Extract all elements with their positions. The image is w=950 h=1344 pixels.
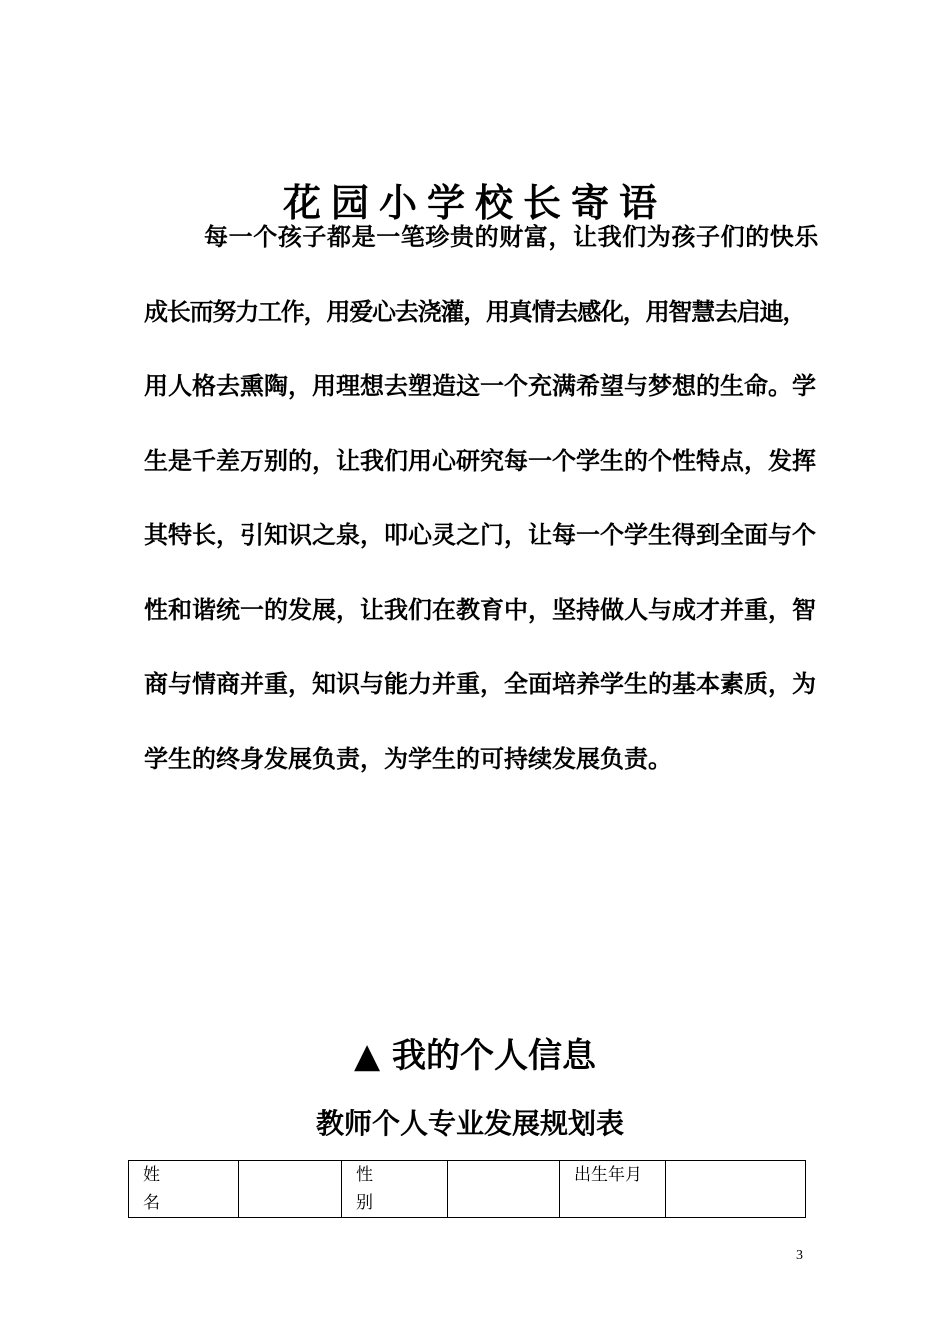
birth-value-cell[interactable]: [666, 1161, 806, 1218]
page-number: 3: [796, 1248, 803, 1263]
birth-label-cell: 出生年月: [560, 1161, 666, 1218]
message-line: 其特长，引知识之泉，叩心灵之门，让每一个学生得到全面与个: [144, 521, 816, 549]
document-title: 花园小学校长寄语: [282, 180, 667, 225]
gender-label: 性别: [356, 1165, 397, 1213]
message-line: 生是千差万别的，让我们用心研究每一个学生的个性特点，发挥: [144, 447, 816, 475]
message-line: 用人格去熏陶，用理想去塑造这一个充满希望与梦想的生命。学: [144, 372, 816, 400]
name-label: 姓名: [143, 1165, 184, 1213]
message-line: 性和谐统一的发展，让我们在教育中，坚持做人与成才并重，智: [144, 596, 816, 624]
message-line: 学生的终身发展负责，为学生的可持续发展负责。: [144, 745, 672, 773]
message-line: 商与情商并重，知识与能力并重，全面培养学生的基本素质，为: [144, 670, 816, 698]
teacher-info-table: [128, 1160, 806, 1218]
message-line: 每一个孩子都是一笔珍贵的财富，让我们为孩子们的快乐: [204, 223, 819, 251]
name-value-cell[interactable]: [239, 1161, 342, 1218]
section-heading: ▲ 我的个人信息: [354, 1036, 596, 1076]
gender-value-cell[interactable]: [448, 1161, 560, 1218]
name-label-cell: [129, 1161, 239, 1218]
table-title: 教师个人专业发展规划表: [315, 1107, 624, 1140]
message-line: 成长而努力工作，用爱心去浇灌，用真情去感化，用智慧去启迪，: [144, 298, 806, 326]
table-row: [129, 1161, 806, 1218]
gender-label-cell: [342, 1161, 448, 1218]
